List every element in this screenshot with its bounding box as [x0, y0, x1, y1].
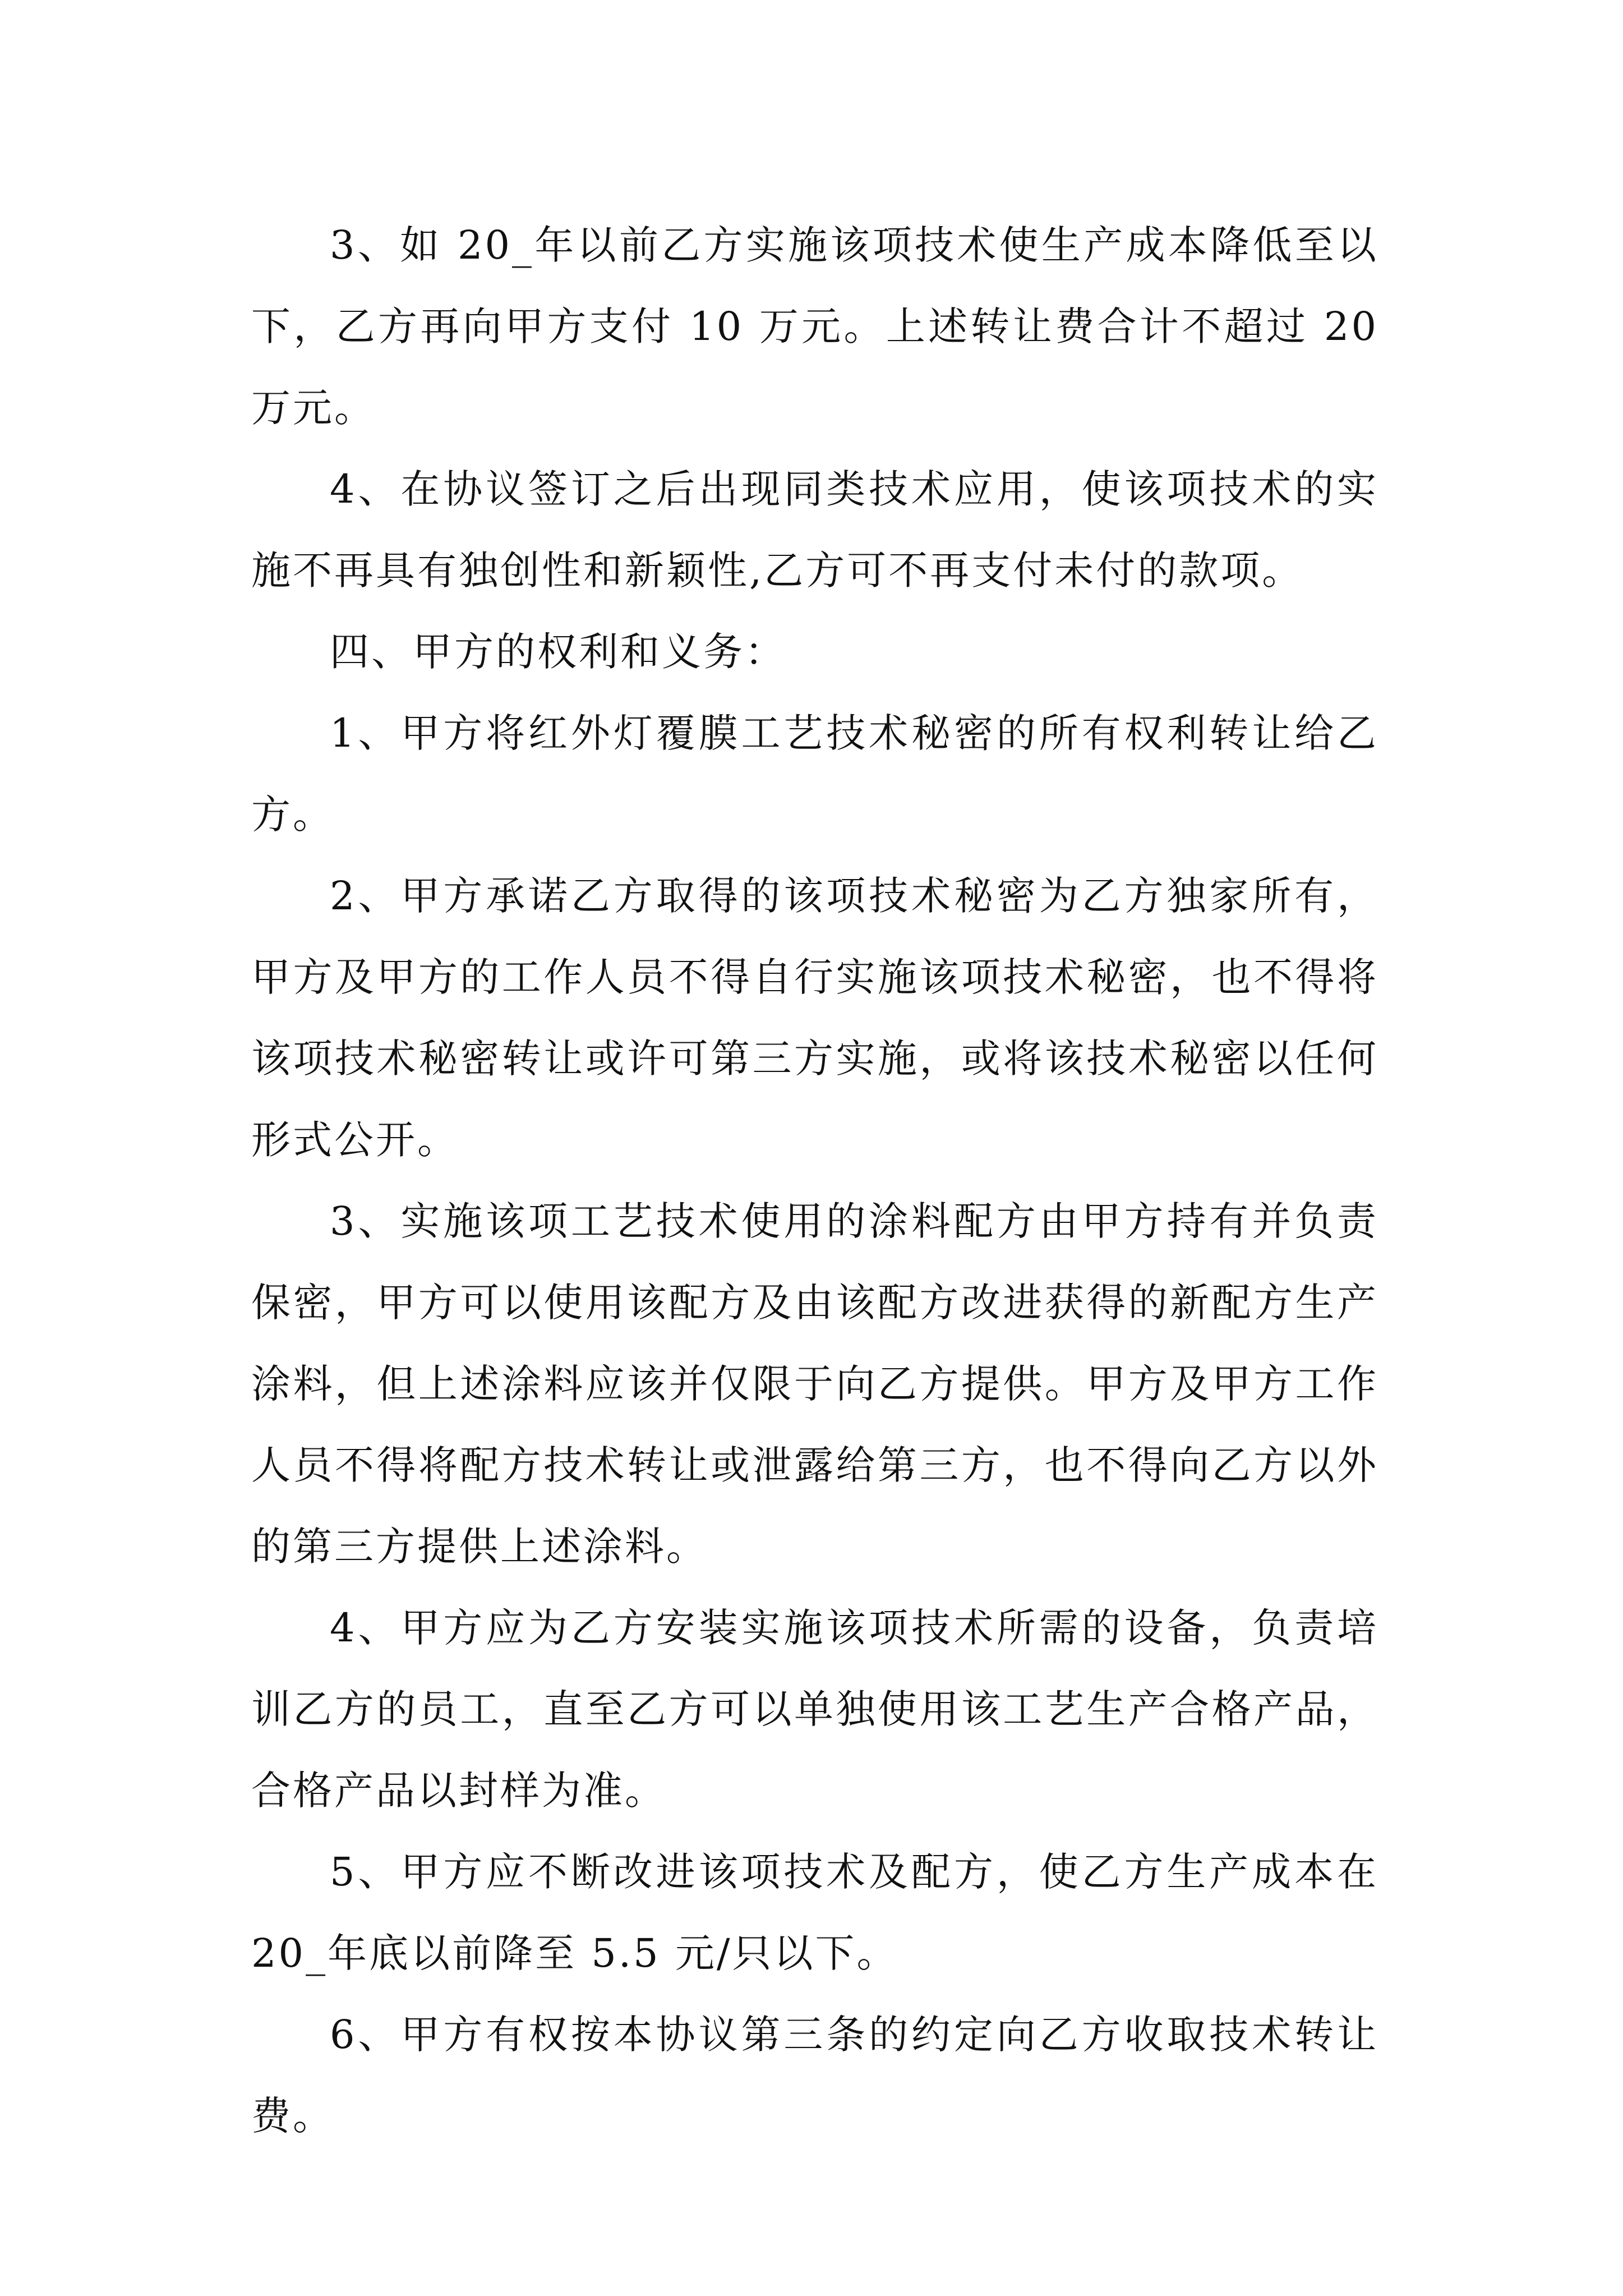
- section-heading-party-a-rights: 四、甲方的权利和义务：: [330, 629, 786, 675]
- paragraph-clause-3-3: 3、如 20_年以前乙方实施该项技术使生产成本降低至以下，乙方再向甲方支付 10 万元。上述转让费合计不超过 20 万元。: [251, 222, 1378, 431]
- paragraph-clause-4-4: 4、甲方应为乙方安装实施该项技术所需的设备，负责培训乙方的员工，直至乙方可以单独使用该工艺生产合格产品，合格产品以封样为准。: [251, 1605, 1378, 1814]
- paragraph-clause-4-6: 6、甲方有权按本协议第三条的约定向乙方收取技术转让费。: [251, 2012, 1378, 2139]
- paragraph-clause-4-5: 5、甲方应不断改进该项技术及配方，使乙方生产成本在 20_年底以前降至 5.5 元/只以下。: [251, 1849, 1378, 1976]
- paragraph-clause-3-4: 4、在协议签订之后出现同类技术应用，使该项技术的实施不再具有独创性和新颖性,乙方可不再支付未付的款项。: [251, 466, 1378, 593]
- paragraph-clause-4-1: 1、甲方将红外灯覆膜工艺技术秘密的所有权利转让给乙方。: [251, 710, 1378, 838]
- document-body: [251, 205, 1378, 2157]
- paragraph-clause-4-3: 3、实施该项工艺技术使用的涂料配方由甲方持有并负责保密，甲方可以使用该配方及由该配方改进获得的新配方生产涂料，但上述涂料应该并仅限于向乙方提供。甲方及甲方工作人员不得将配方技术转让或泄露给第三方，也不得向乙方以外的第三方提供上述涂料。: [251, 1198, 1378, 1570]
- paragraph-clause-4-2: 2、甲方承诺乙方取得的该项技术秘密为乙方独家所有，甲方及甲方的工作人员不得自行实施该项技术秘密，也不得将该项技术秘密转让或许可第三方实施，或将该技术秘密以任何形式公开。: [251, 873, 1378, 1163]
